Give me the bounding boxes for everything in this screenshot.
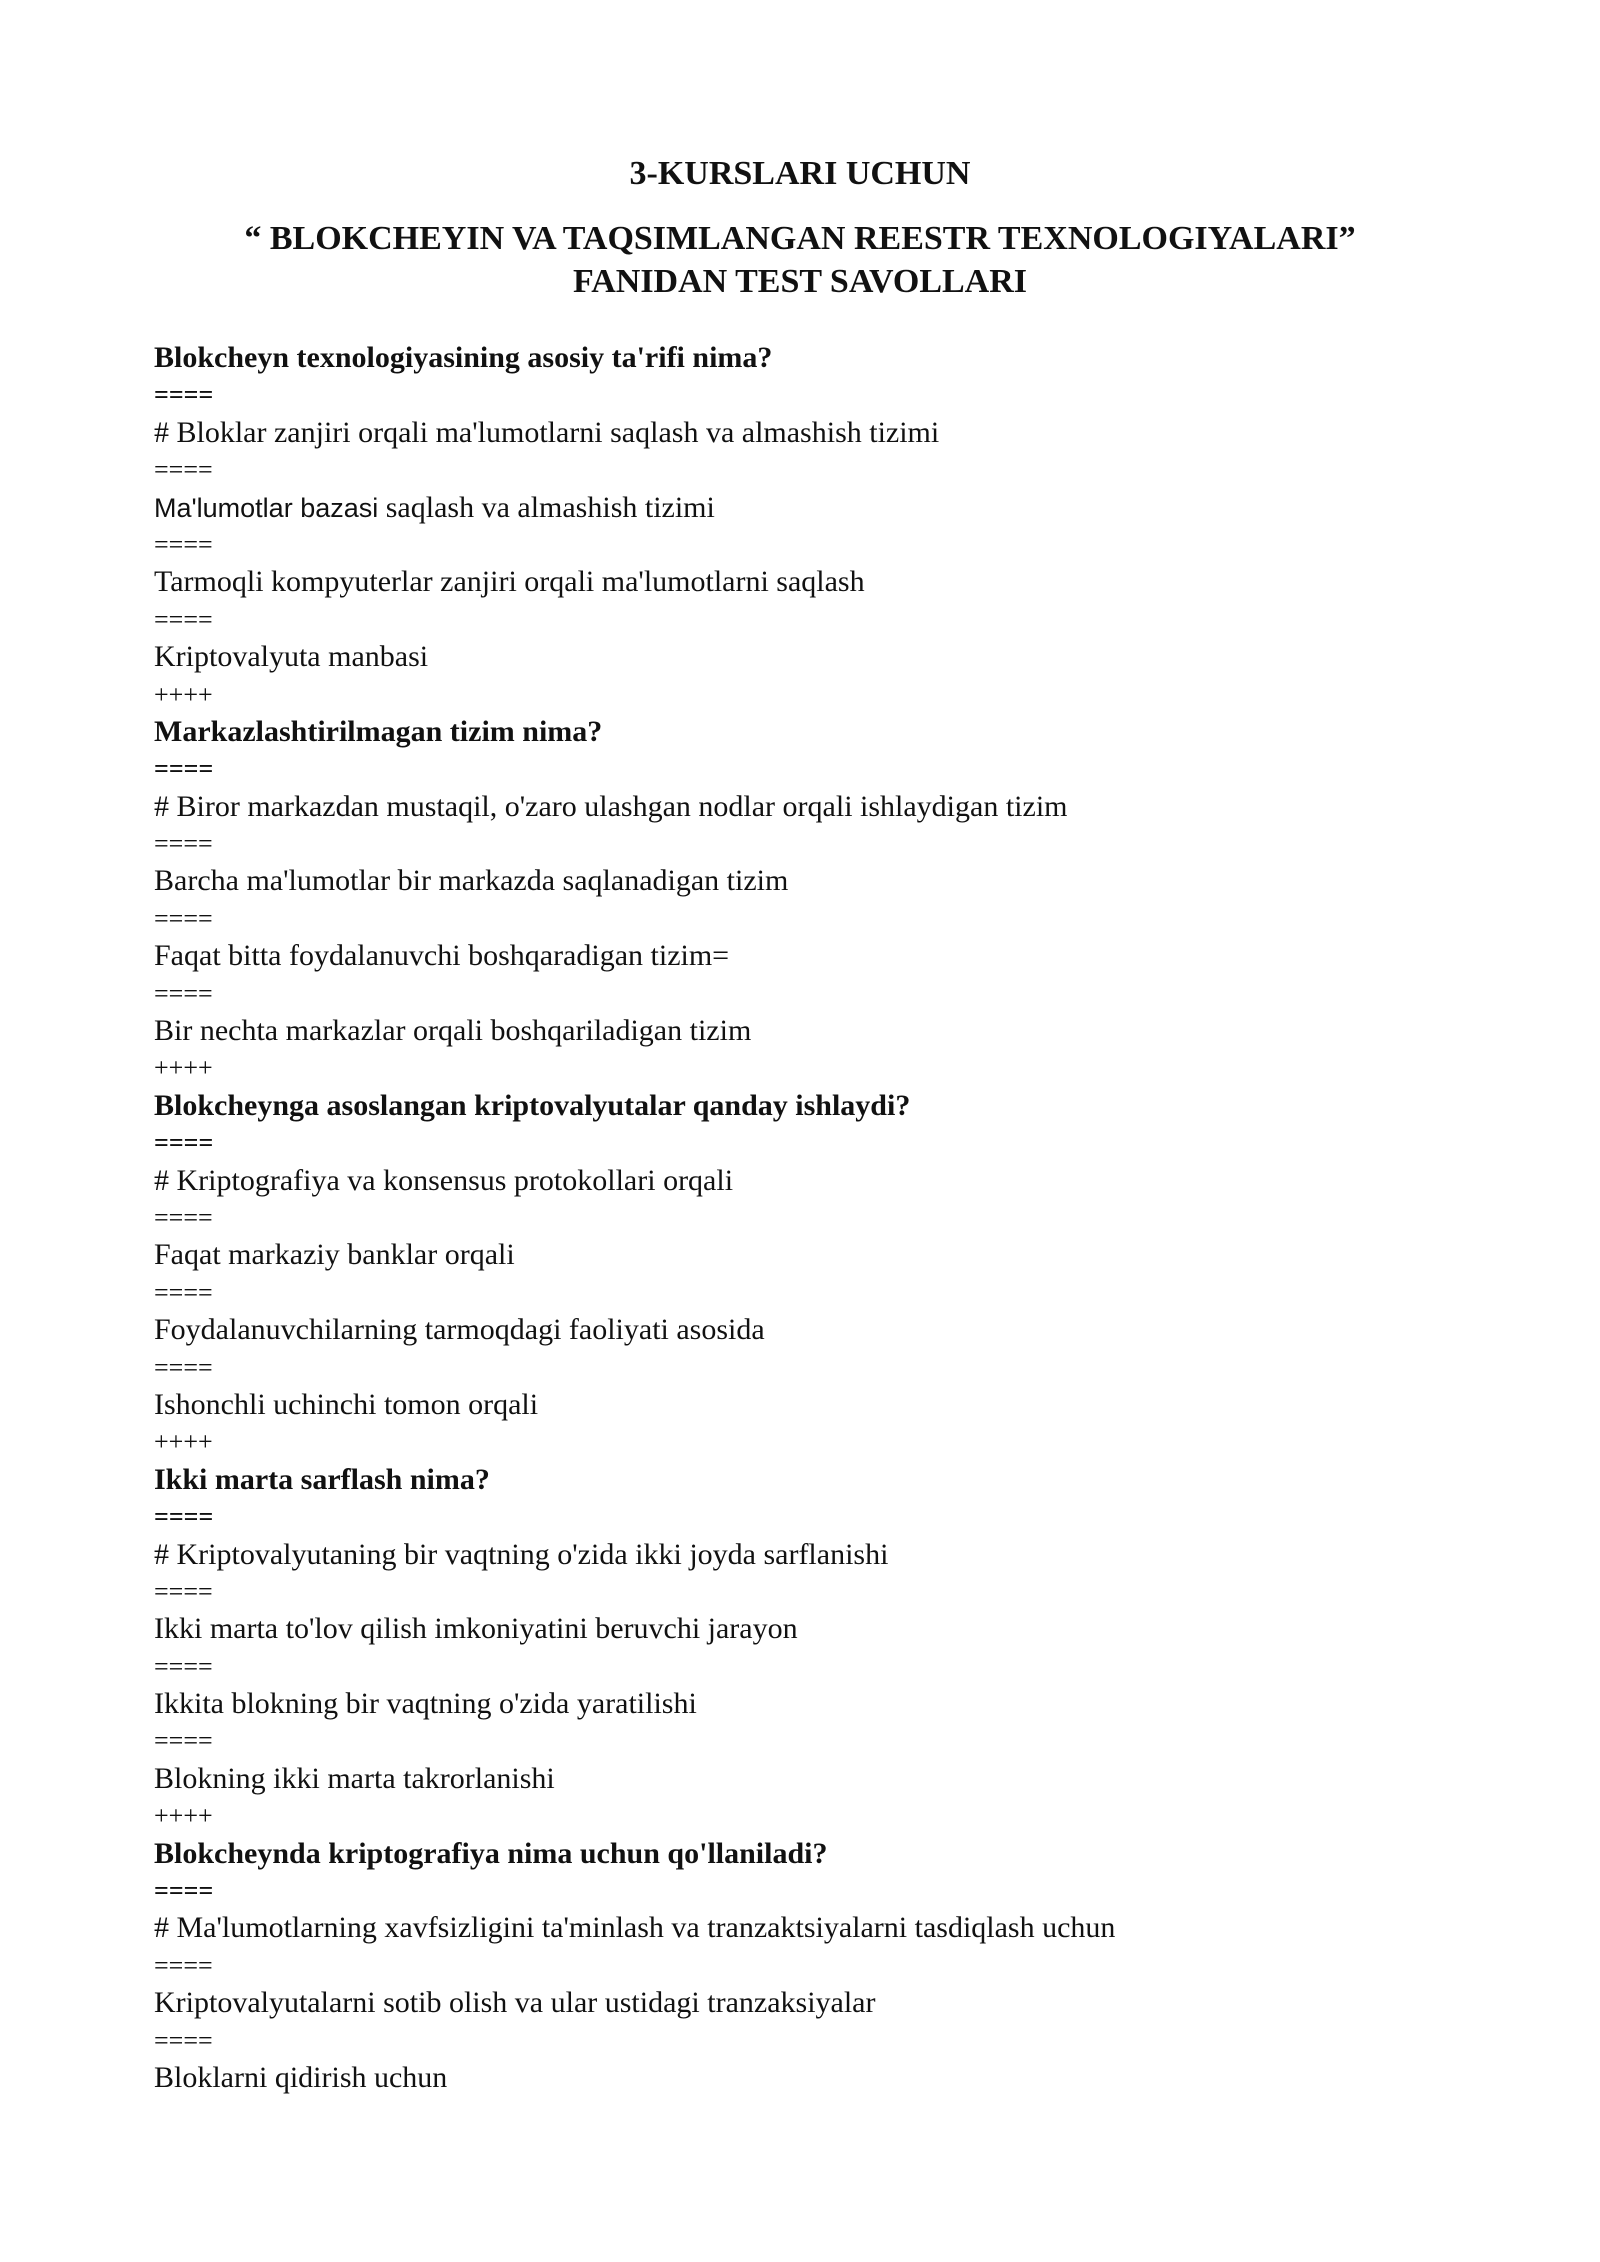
option-separator: ====	[154, 529, 213, 559]
question-end-separator: ++++	[154, 1427, 213, 1457]
option-separator: ====	[154, 1726, 213, 1756]
answer-option: Ikki marta to'lov qilish imkoniyatini beruvchi jarayon	[154, 1612, 798, 1646]
question-text: Blokcheyn texnologiyasining asosiy ta'rifi nima?	[154, 341, 773, 374]
option-separator: ====	[154, 1576, 213, 1606]
answer-option: Foydalanuvchilarning tarmoqdagi faoliyati asosida	[154, 1313, 765, 1347]
option-separator: ====	[154, 1876, 214, 1906]
title-line-2: FANIDAN TEST SAVOLLARI	[572, 263, 1028, 300]
question-end-separator: ++++	[154, 679, 213, 709]
answer-option: # Kriptografiya va konsensus protokollari orqali	[154, 1163, 734, 1197]
answer-option: Faqat bitta foydalanuvchi boshqaradigan tizim=	[154, 939, 730, 973]
question-end-separator: ++++	[154, 1053, 213, 1083]
answer-option-part: Ma'lumotlar bazasi	[154, 492, 379, 523]
question-text: Markazlashtirilmagan tizim nima?	[154, 714, 603, 748]
option-separator: ====	[154, 604, 213, 634]
question-text: Blokcheynga asoslangan kriptovalyutalar qanday ishlaydi?	[154, 1088, 911, 1122]
answer-option: Ma'lumotlar bazasi saqlash va almashish tizimi	[154, 490, 715, 524]
answer-option: Ikkita blokning bir vaqtning o'zida yaratilishi	[154, 1687, 697, 1721]
option-separator: ====	[154, 829, 213, 859]
questions-list	[154, 339, 1474, 2096]
answer-option: # Kriptovalyutaning bir vaqtning o'zida ikki joyda sarflanishi	[154, 1537, 889, 1571]
title-line-1: “ BLOKCHEYIN VA TAQSIMLANGAN REESTR TEXNOLOGIYALARI”	[244, 220, 1356, 257]
course-heading: 3-KURSLARI UCHUN	[629, 155, 971, 192]
option-separator: ====	[154, 1277, 213, 1307]
answer-option: Faqat markaziy banklar orqali	[154, 1238, 515, 1272]
option-separator: ====	[154, 380, 214, 410]
question-text: Ikki marta sarflash nima?	[154, 1462, 490, 1496]
option-separator: ====	[154, 978, 213, 1008]
option-separator: ====	[154, 1352, 213, 1382]
answer-option: # Bloklar zanjiri orqali ma'lumotlarni saqlash va almashish tizimi	[154, 415, 940, 449]
answer-option: Bloklarni qidirish uchun	[154, 2060, 448, 2094]
answer-option: # Biror markazdan mustaqil, o'zaro ulashgan nodlar orqali ishlaydigan tizim	[154, 789, 1068, 823]
answer-option: Blokning ikki marta takrorlanishi	[154, 1761, 555, 1795]
option-separator: ====	[154, 2025, 213, 2055]
answer-option: Barcha ma'lumotlar bir markazda saqlanadigan tizim	[154, 864, 789, 898]
answer-option: Kriptovalyutalarni sotib olish va ular ustidagi tranzaksiyalar	[154, 1986, 876, 2020]
answer-option: # Ma'lumotlarning xavfsizligini ta'minlash va tranzaktsiyalarni tasdiqlash uchun	[154, 1911, 1116, 1945]
question-text: Blokcheynda kriptografiya nima uchun qo'llaniladi?	[154, 1836, 828, 1870]
option-separator: ====	[154, 455, 213, 485]
option-separator: ====	[154, 754, 214, 784]
answer-option: Ishonchli uchinchi tomon orqali	[154, 1387, 539, 1421]
option-separator: ====	[154, 903, 213, 933]
option-separator: ====	[154, 1950, 213, 1980]
option-separator: ====	[154, 1651, 213, 1681]
answer-option: Tarmoqli kompyuterlar zanjiri orqali ma'lumotlarni saqlash	[154, 565, 865, 599]
question-end-separator: ++++	[154, 1801, 213, 1831]
option-separator: ====	[154, 1502, 214, 1532]
option-separator: ====	[154, 1128, 214, 1158]
option-separator: ====	[154, 1202, 213, 1232]
answer-option: Kriptovalyuta manbasi	[154, 640, 429, 674]
document-title	[0, 217, 1600, 303]
answer-option: Bir nechta markazlar orqali boshqariladigan tizim	[154, 1014, 752, 1048]
